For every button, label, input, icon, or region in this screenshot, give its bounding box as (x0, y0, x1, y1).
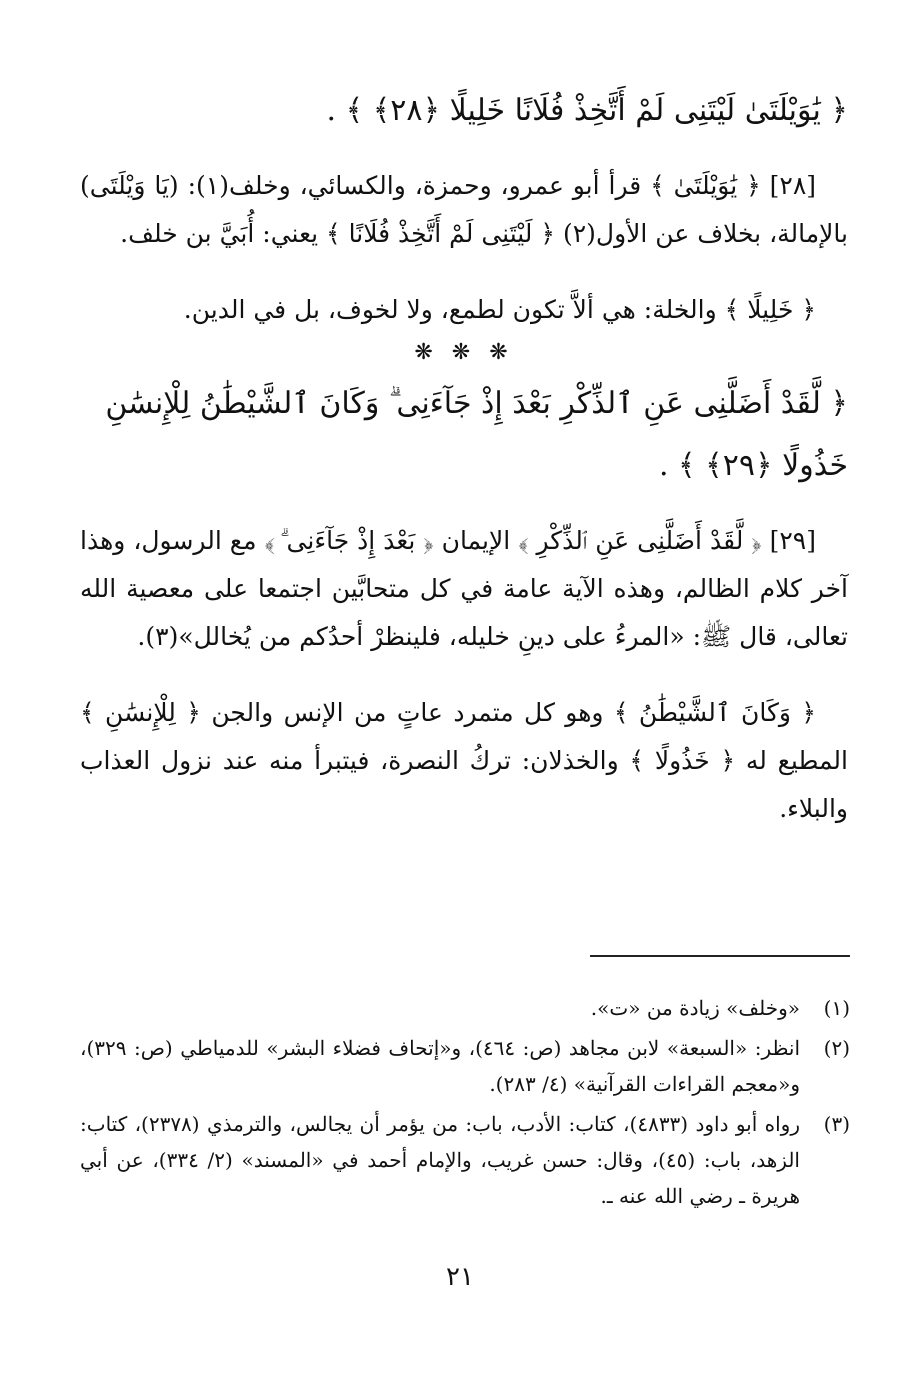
footnote-number: (١) (823, 996, 850, 1020)
footnote (80, 1106, 850, 1214)
commentary-28: [٢٨] ﴿ يَٰوَيْلَتَىٰ ﴾ قرأ أبو عمرو، وحمزة، والكسائي، وخلف(١): (يَا وَيْلَتَى) بالإمالة، بخلاف عن الأول(٢) ﴿ لَيْتَنِى لَمْ أَتَّخِذْ فُلَانًا ﴾ يعني: أُبَيَّ بن خلف. (80, 171, 848, 248)
verse-28: ﴿ يَٰوَيْلَتَىٰ لَيْتَنِى لَمْ أَتَّخِذْ فُلَانًا خَلِيلًا ﴿٢٨﴾ ﴾ . (326, 93, 848, 128)
footnote-separator (590, 955, 850, 957)
commentary-29: [٢٩] ﴿ لَّقَدْ أَضَلَّنِى عَنِ ٱلذِّكْرِ ﴾ الإيمان ﴿ بَعْدَ إِذْ جَآءَنِى ۗ ﴾ مع الرسول، وهذا آخر كلام الظالم، وهذه الآية عامة في كل متحابَّين اجتمعا على معصية الله تعالى، قال ﷺ: «المرءُ على دينِ خليله، فلينظرْ أحدُكم من يُخالل»(٣). (80, 526, 848, 651)
verse-29: ﴿ لَّقَدْ أَضَلَّنِى عَنِ ٱلذِّكْرِ بَعْدَ إِذْ جَآءَنِى ۗ وَكَانَ ٱلشَّيْطَٰنُ لِلْإِنسَٰنِ خَذُولًا ﴿٢٩﴾ ﴾ . (105, 386, 848, 483)
footnote-number: (٣) (823, 1112, 850, 1136)
footnote-number: (٢) (823, 1036, 850, 1060)
footnote (80, 990, 850, 1026)
footnote-text: انظر: «السبعة» لابن مجاهد (ص: ٤٦٤)، و«إتحاف فضلاء البشر» للدمياطي (ص: ٣٢٩)، و«معجم القراءات القرآنية» (٤/ ٢٨٣). (80, 1036, 801, 1096)
page-number: ٢١ (446, 1262, 474, 1292)
commentary-khalil: ﴿ خَلِيلًا ﴾ والخلة: هي ألاَّ تكون لطمع، ولا لخوف، بل في الدين. (183, 295, 816, 324)
footnotes (80, 990, 850, 1218)
section-divider: ❋ ❋ ❋ (414, 340, 514, 365)
commentary-shaytan: ﴿ وَكَانَ ٱلشَّيْطَٰنُ ﴾ وهو كل متمرد عاتٍ من الإنس والجن ﴿ لِلْإِنسَٰنِ ﴾ المطيع له ﴿ خَذُولًا ﴾ والخذلان: تركُ النصرة، فيتبرأ منه عند نزول العذاب والبلاء. (80, 698, 848, 823)
footnote-text: «وخلف» زيادة من «ت». (590, 996, 800, 1020)
footnote (80, 1030, 850, 1102)
main-text (80, 80, 848, 833)
footnote-text: رواه أبو داود (٤٨٣٣)، كتاب: الأدب، باب: من يؤمر أن يجالس، والترمذي (٢٣٧٨)، كتاب: الزهد، باب: (٤٥)، وقال: حسن غريب، والإمام أحمد في «المسند» (٢/ ٣٣٤)، عن أبي هريرة ـ رضي الله عنه ـ. (80, 1112, 800, 1208)
